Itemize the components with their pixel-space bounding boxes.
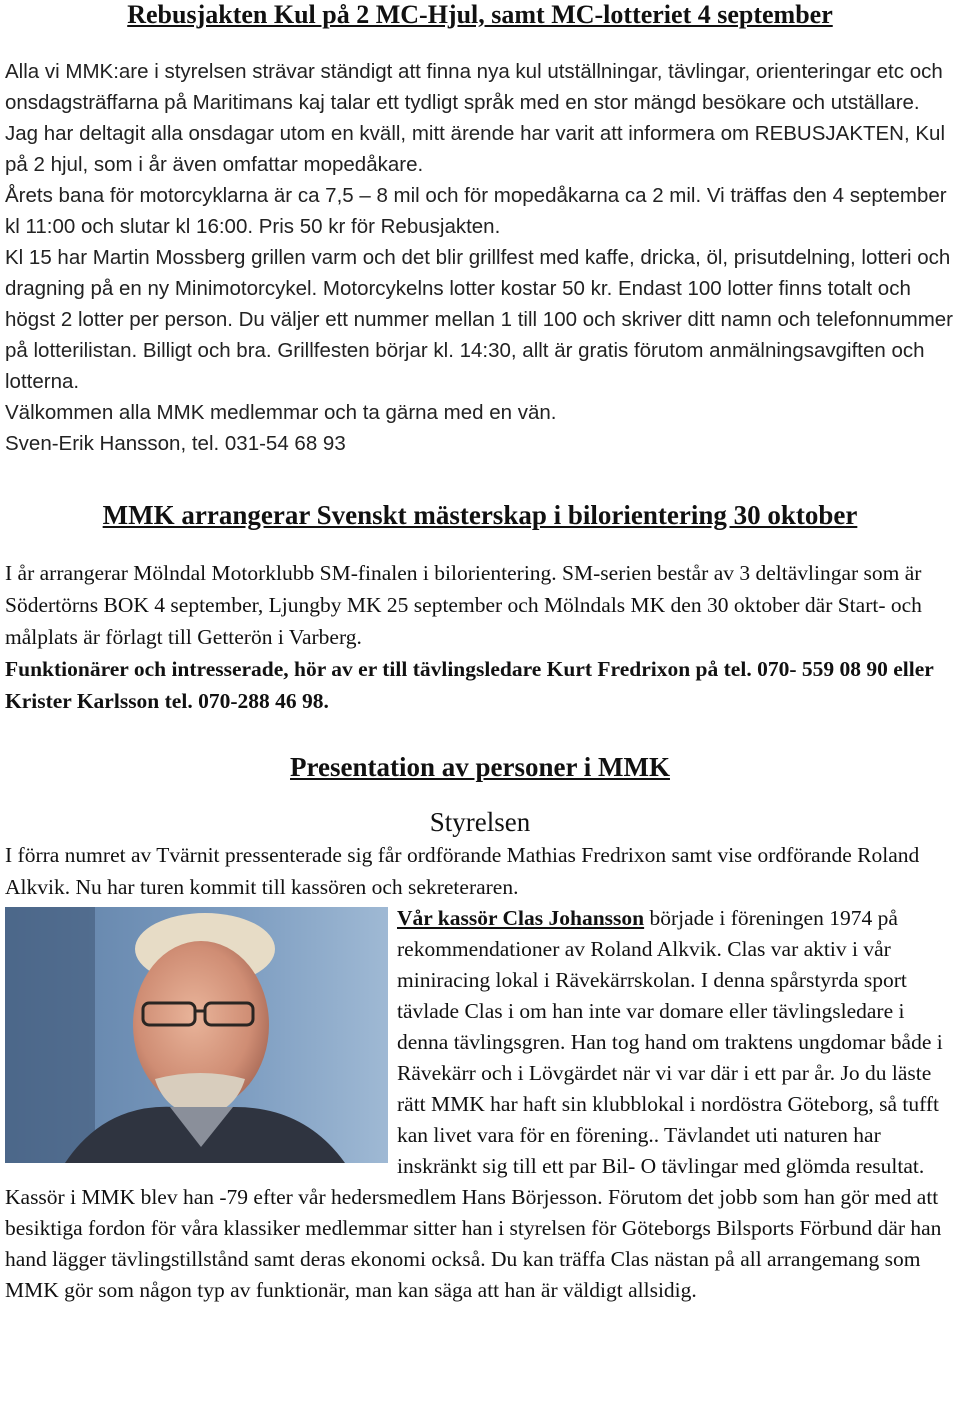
kassor-text-2: Kassör i MMK blev han -79 efter vår hedersmedlem Hans Börjesson. Förutom det jobb som han gör med att besiktiga fordon för våra klassiker medlemmar sitter han i styrelsen för Göteborgs Bilsports Förbund där han hand lägger tävlingstillstånd samt deras ekonomi också. Du kan träffa Clas nästan på all arrangemang som MMK gör som någon typ av funktionär, man kan säga att han är väldigt allsidig. [5,1185,942,1302]
rebusjakten-title: Rebusjakten Kul på 2 MC-Hjul, samt MC-lotteriet 4 september [127,0,833,29]
rebusjakten-signature: Sven-Erik Hansson, tel. 031-54 68 93 [5,432,346,455]
document-page [5,0,955,1306]
rebusjakten-paragraph: Alla vi MMK:are i styrelsen strävar ständigt att finna nya kul utställningar, tävlingar, orienteringar etc och onsdagsträffarna på Maritimans kaj talar ett tydligt språk med en stor mängd besökare och utställare. Jag har deltagit alla onsdagar utom en kväll, mitt ärende har varit att informera om REBUSJAKTEN, Kul på 2 hjul, som i år även omfattar mopedåkare. [5,60,946,176]
rebusjakten-paragraph: Kl 15 har Martin Mossberg grillen varm och det blir grillfest med kaffe, dricka, öl, prisutdelning, lotteri och dragning på en ny Minimotorcykel. Motorcykelns lotter kostar 50 kr. Endast 100 lotter finns totalt och högst 2 lotter per person. Du väljer ett nummer mellan 1 till 100 och skriver ditt namn och telefonnummer på lotterilistan. Billigt och bra. Grillfesten börjar kl. 14:30, allt är gratis förutom anmälningsavgiften och lotterna. [5,246,953,393]
presentation-intro: I förra numret av Tvärnit pressenterade sig får ordförande Mathias Fredrixon samt vise ordförande Roland Alkvik. Nu har turen kommit till kassören och sekreteraren. [5,843,920,899]
kassor-text: började i föreningen 1974 på rekommendationer av Roland Alkvik. Clas var aktiv i vår miniracing lokal i Rävekärrskolan. I denna spårstyrda sport tävlade Clas i om han inte var domare eller tävlingsledare i denna tävlingsgren. Han tog hand om traktens ungdomar både i Rävekärr och i Lövgärdet när vi var där i ett par år. Jo du läste rätt MMK har haft sin klubblokal i nordöstra Göteborg, så tufft kan livet vara för en förening.. Tävlandet uti naturen har inskränkt sig till ett par Bil- O tävlingar med glömda resultat. [397,906,943,1178]
sm-title: MMK arrangerar Svenskt mästerskap i bilorientering 30 oktober [102,500,858,530]
presentation-title: Presentation av personer i MMK [290,752,670,782]
kassor-name-heading: Vår kassör Clas Johansson [397,906,645,930]
rebusjakten-body [5,56,955,459]
styrelsen-heading: Styrelsen [429,807,531,837]
portrait-photo [5,907,388,1163]
rebusjakten-paragraph: Årets bana för motorcyklarna är ca 7,5 – 8 mil och för mopedåkarna ca 2 mil. Vi träffas den 4 september kl 11:00 och slutar kl 16:00. Pris 50 kr för Rebusjakten. [5,184,947,238]
rebusjakten-paragraph: Välkommen alla MMK medlemmar och ta gärna med en vän. [5,401,557,424]
kassor-block [5,903,955,1306]
portrait-image [5,907,388,1163]
presentation-intro-block [5,839,955,903]
sm-body [5,557,955,717]
sm-contact-paragraph: Funktionärer och intresserade, hör av er till tävlingsledare Kurt Fredrixon på tel. 070- 559 08 90 eller Krister Karlsson tel. 070-288 46 98. [5,657,934,713]
sm-paragraph: I år arrangerar Mölndal Motorklubb SM-finalen i bilorientering. SM-serien består av 3 deltävlingar som är Södertörns BOK 4 september, Ljungby MK 25 september och Mölndals MK den 30 oktober där Start- och målplats är förlagt till Getterön i Varberg. [5,561,922,649]
